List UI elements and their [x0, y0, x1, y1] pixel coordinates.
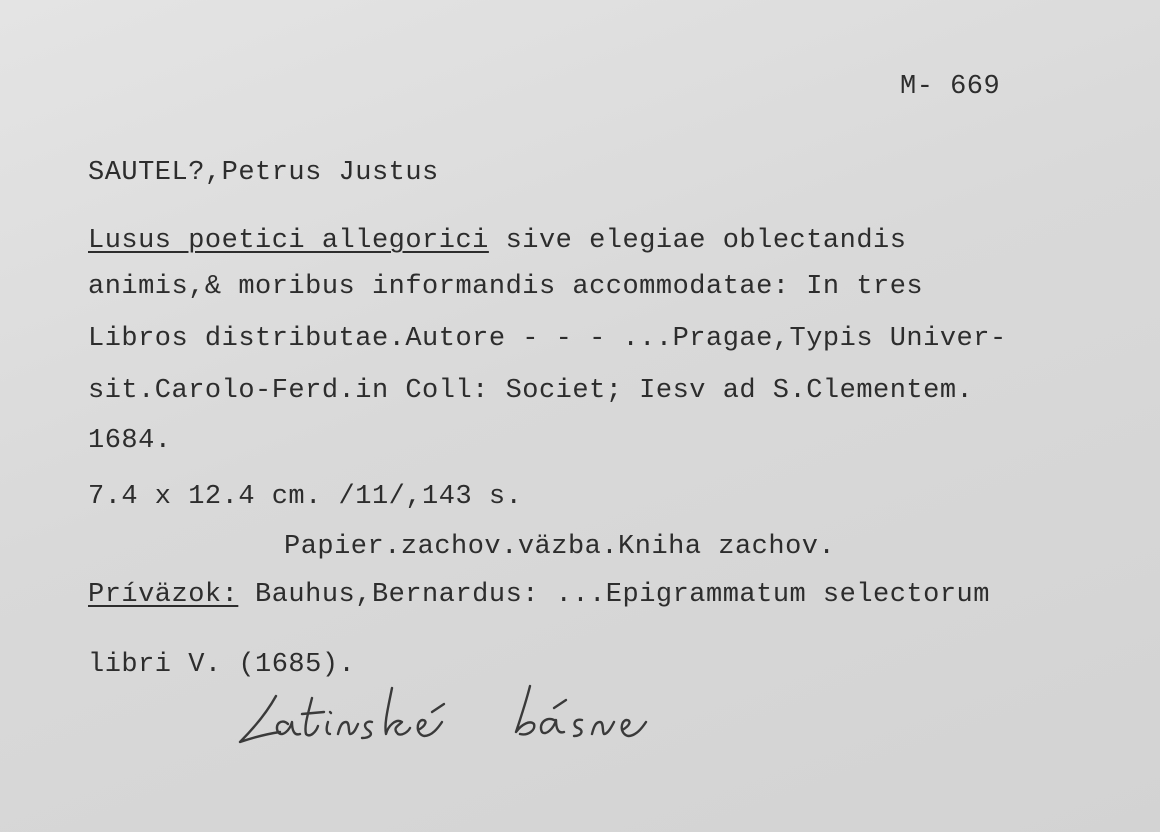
title-underlined: Lusus poetici allegorici	[88, 226, 489, 256]
title-rest: sive elegiae oblectandis	[488, 226, 907, 256]
author: SAUTEL?,Petrus Justus	[88, 158, 439, 188]
title-line-3: Libros distributae.Autore - - - ...Pragae,Typis Univer-	[88, 324, 1007, 354]
call-number: M- 669	[900, 72, 1001, 102]
appendix-line	[88, 580, 990, 610]
title-line-4: sit.Carolo-Ferd.in Coll: Societ; Iesv ad S.Clementem.	[88, 376, 974, 406]
title-line-2: animis,& moribus informandis accommodatae: In tres	[88, 272, 924, 302]
appendix-text: Bauhus,Bernardus: ...Epigrammatum selectorum	[238, 580, 990, 610]
appendix-continuation: libri V. (1685).	[88, 650, 356, 680]
binding-note: Papier.zachov.väzba.Kniha zachov.	[284, 532, 836, 562]
physical-description: 7.4 x 12.4 cm. /11/,143 s.	[88, 482, 523, 512]
publication-year: 1684.	[88, 426, 172, 456]
handwritten-note	[232, 668, 712, 758]
title-line-1	[88, 226, 906, 256]
appendix-label: Prívӓzok:	[88, 580, 239, 610]
